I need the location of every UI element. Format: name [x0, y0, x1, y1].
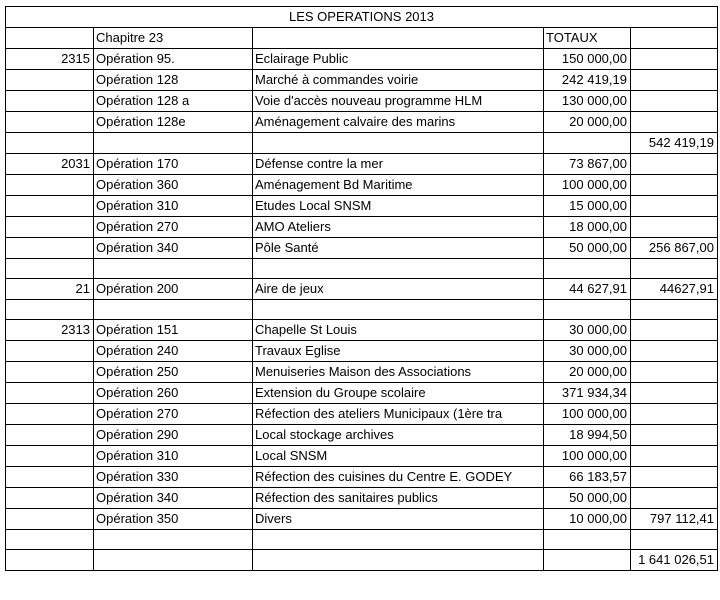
amount-cell[interactable]: 150 000,00 — [544, 49, 631, 70]
label-cell[interactable] — [253, 550, 544, 571]
table-row — [6, 404, 718, 425]
amount-cell[interactable] — [544, 259, 631, 279]
table-row — [6, 49, 718, 70]
total-cell[interactable] — [631, 467, 718, 488]
code-cell[interactable] — [6, 112, 94, 133]
label-cell[interactable]: Local stockage archives — [253, 425, 544, 446]
amount-cell[interactable]: 20 000,00 — [544, 112, 631, 133]
total-cell[interactable] — [631, 362, 718, 383]
total-cell[interactable]: 256 867,00 — [631, 238, 718, 259]
table-row — [6, 320, 718, 341]
label-cell[interactable]: Aire de jeux — [253, 279, 544, 300]
table-row — [6, 70, 718, 91]
label-cell[interactable]: Chapelle St Louis — [253, 320, 544, 341]
operation-cell[interactable]: Opération 128 — [94, 70, 253, 91]
code-cell[interactable] — [6, 362, 94, 383]
amount-cell[interactable]: 50 000,00 — [544, 238, 631, 259]
code-cell[interactable] — [6, 259, 94, 279]
code-cell[interactable] — [6, 550, 94, 571]
code-cell[interactable] — [6, 404, 94, 425]
total-cell[interactable] — [631, 383, 718, 404]
operation-cell[interactable]: Opération 360 — [94, 175, 253, 196]
operation-cell[interactable] — [94, 300, 253, 320]
label-cell[interactable]: Extension du Groupe scolaire — [253, 383, 544, 404]
total-cell[interactable] — [631, 300, 718, 320]
code-cell[interactable] — [6, 488, 94, 509]
table-row — [6, 175, 718, 196]
code-cell[interactable]: 2313 — [6, 320, 94, 341]
label-cell[interactable]: Aménagement calvaire des marins — [253, 112, 544, 133]
label-cell[interactable]: Divers — [253, 509, 544, 530]
total-cell[interactable] — [631, 530, 718, 550]
label-cell[interactable]: Réfection des cuisines du Centre E. GODEY — [253, 467, 544, 488]
table-row — [6, 341, 718, 362]
operation-cell[interactable]: Opération 250 — [94, 362, 253, 383]
total-cell[interactable] — [631, 70, 718, 91]
label-cell[interactable] — [253, 133, 544, 154]
table-row — [6, 530, 718, 550]
label-cell[interactable]: Pôle Santé — [253, 238, 544, 259]
code-cell[interactable] — [6, 300, 94, 320]
amount-cell[interactable] — [544, 530, 631, 550]
operations-table — [5, 6, 718, 571]
header-row — [6, 28, 718, 49]
total-cell[interactable] — [631, 259, 718, 279]
label-cell[interactable]: Voie d'accès nouveau programme HLM — [253, 91, 544, 112]
amount-cell[interactable]: 44 627,91 — [544, 279, 631, 300]
amount-cell[interactable]: 130 000,00 — [544, 91, 631, 112]
code-cell[interactable]: 21 — [6, 279, 94, 300]
operation-cell[interactable] — [94, 259, 253, 279]
operation-cell[interactable]: Opération 310 — [94, 446, 253, 467]
code-cell[interactable] — [6, 133, 94, 154]
table-row — [6, 300, 718, 320]
amount-cell[interactable] — [544, 133, 631, 154]
code-cell[interactable] — [6, 175, 94, 196]
operation-cell[interactable]: Opération 128 a — [94, 91, 253, 112]
amount-cell[interactable]: 20 000,00 — [544, 362, 631, 383]
amount-cell[interactable]: 66 183,57 — [544, 467, 631, 488]
amount-cell[interactable]: 15 000,00 — [544, 196, 631, 217]
total-cell[interactable] — [631, 196, 718, 217]
table-row — [6, 446, 718, 467]
amount-cell[interactable]: 18 000,00 — [544, 217, 631, 238]
amount-cell[interactable]: 100 000,00 — [544, 446, 631, 467]
empty-header-cell[interactable] — [6, 28, 94, 49]
table-row — [6, 217, 718, 238]
table-row — [6, 279, 718, 300]
table-row — [6, 383, 718, 404]
operation-cell[interactable]: Opération 170 — [94, 154, 253, 175]
label-cell[interactable]: Réfection des ateliers Municipaux (1ère tra — [253, 404, 544, 425]
sheet-title[interactable]: LES OPERATIONS 2013 — [6, 7, 718, 28]
code-cell[interactable] — [6, 530, 94, 550]
label-cell[interactable]: Menuiseries Maison des Associations — [253, 362, 544, 383]
label-cell[interactable]: Etudes Local SNSM — [253, 196, 544, 217]
operation-cell[interactable]: Opération 200 — [94, 279, 253, 300]
label-cell[interactable]: Local SNSM — [253, 446, 544, 467]
operation-cell[interactable]: Opération 350 — [94, 509, 253, 530]
label-cell[interactable]: Aménagement Bd Maritime — [253, 175, 544, 196]
amount-cell[interactable]: 30 000,00 — [544, 341, 631, 362]
label-cell[interactable]: Eclairage Public — [253, 49, 544, 70]
empty-header-cell[interactable] — [631, 28, 718, 49]
operations-spreadsheet — [5, 6, 717, 571]
total-cell[interactable] — [631, 175, 718, 196]
total-cell[interactable] — [631, 488, 718, 509]
label-cell[interactable]: AMO Ateliers — [253, 217, 544, 238]
operation-cell[interactable]: Opération 128e — [94, 112, 253, 133]
operation-cell[interactable]: Opération 240 — [94, 341, 253, 362]
amount-cell[interactable]: 242 419,19 — [544, 70, 631, 91]
amount-cell[interactable]: 18 994,50 — [544, 425, 631, 446]
table-row — [6, 91, 718, 112]
amount-cell[interactable] — [544, 550, 631, 571]
total-cell[interactable] — [631, 154, 718, 175]
operation-cell[interactable] — [94, 550, 253, 571]
amount-cell[interactable]: 100 000,00 — [544, 175, 631, 196]
amount-cell[interactable] — [544, 300, 631, 320]
amount-cell[interactable]: 30 000,00 — [544, 320, 631, 341]
amount-cell[interactable]: 50 000,00 — [544, 488, 631, 509]
operation-cell[interactable]: Opération 95. — [94, 49, 253, 70]
code-cell[interactable] — [6, 446, 94, 467]
operation-cell[interactable] — [94, 133, 253, 154]
code-cell[interactable] — [6, 383, 94, 404]
total-cell[interactable] — [631, 404, 718, 425]
label-cell[interactable]: Travaux Eglise — [253, 341, 544, 362]
operation-cell[interactable] — [94, 530, 253, 550]
table-row — [6, 112, 718, 133]
table-row — [6, 488, 718, 509]
operation-cell[interactable]: Opération 290 — [94, 425, 253, 446]
operation-cell[interactable]: Opération 340 — [94, 238, 253, 259]
table-row — [6, 425, 718, 446]
total-cell[interactable] — [631, 49, 718, 70]
operation-cell[interactable]: Opération 340 — [94, 488, 253, 509]
operation-cell[interactable]: Opération 270 — [94, 217, 253, 238]
label-cell[interactable]: Défense contre la mer — [253, 154, 544, 175]
total-cell[interactable] — [631, 217, 718, 238]
code-cell[interactable]: 2031 — [6, 154, 94, 175]
totals-header[interactable]: TOTAUX — [544, 28, 631, 49]
label-cell[interactable] — [253, 300, 544, 320]
empty-header-cell[interactable] — [253, 28, 544, 49]
total-cell[interactable]: 797 112,41 — [631, 509, 718, 530]
total-cell[interactable]: 542 419,19 — [631, 133, 718, 154]
amount-cell[interactable]: 73 867,00 — [544, 154, 631, 175]
label-cell[interactable]: Réfection des sanitaires publics — [253, 488, 544, 509]
operation-cell[interactable]: Opération 151 — [94, 320, 253, 341]
table-row — [6, 154, 718, 175]
total-cell[interactable] — [631, 112, 718, 133]
code-cell[interactable] — [6, 238, 94, 259]
amount-cell[interactable]: 100 000,00 — [544, 404, 631, 425]
code-cell[interactable] — [6, 70, 94, 91]
code-cell[interactable] — [6, 196, 94, 217]
code-cell[interactable]: 2315 — [6, 49, 94, 70]
table-row — [6, 259, 718, 279]
operation-cell[interactable]: Opération 310 — [94, 196, 253, 217]
title-row — [6, 7, 718, 28]
total-cell[interactable] — [631, 91, 718, 112]
code-cell[interactable] — [6, 509, 94, 530]
total-cell[interactable] — [631, 341, 718, 362]
label-cell[interactable]: Marché à commandes voirie — [253, 70, 544, 91]
code-cell[interactable] — [6, 467, 94, 488]
label-cell[interactable] — [253, 259, 544, 279]
code-cell[interactable] — [6, 341, 94, 362]
total-cell[interactable] — [631, 446, 718, 467]
amount-cell[interactable]: 10 000,00 — [544, 509, 631, 530]
code-cell[interactable] — [6, 217, 94, 238]
code-cell[interactable] — [6, 425, 94, 446]
code-cell[interactable] — [6, 91, 94, 112]
total-cell[interactable] — [631, 425, 718, 446]
table-row — [6, 196, 718, 217]
amount-cell[interactable]: 371 934,34 — [544, 383, 631, 404]
total-cell[interactable]: 1 641 026,51 — [631, 550, 718, 571]
table-row — [6, 509, 718, 530]
total-cell[interactable] — [631, 320, 718, 341]
operation-cell[interactable]: Opération 260 — [94, 383, 253, 404]
table-body — [6, 49, 718, 571]
chapter-label[interactable]: Chapitre 23 — [94, 28, 253, 49]
table-row — [6, 550, 718, 571]
operation-cell[interactable]: Opération 270 — [94, 404, 253, 425]
table-row — [6, 133, 718, 154]
label-cell[interactable] — [253, 530, 544, 550]
table-row — [6, 238, 718, 259]
table-row — [6, 362, 718, 383]
table-row — [6, 467, 718, 488]
operation-cell[interactable]: Opération 330 — [94, 467, 253, 488]
total-cell[interactable]: 44627,91 — [631, 279, 718, 300]
